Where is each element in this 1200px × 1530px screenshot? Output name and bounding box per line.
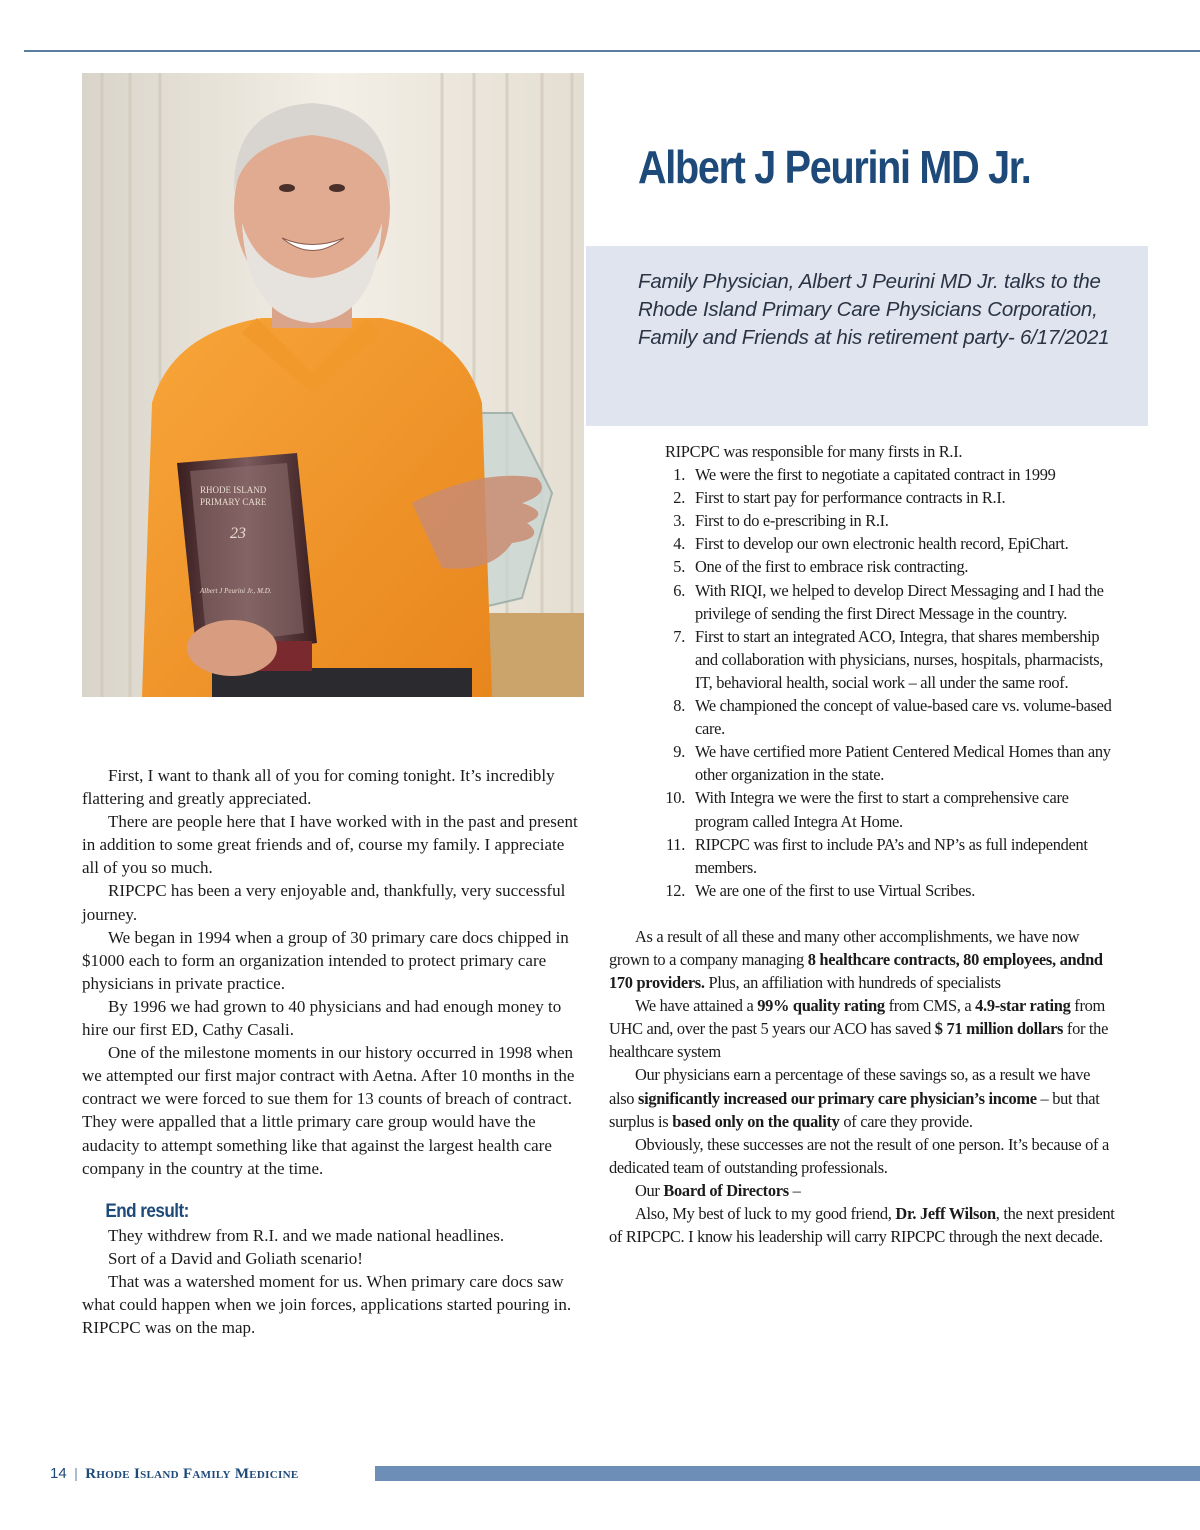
list-number: 12. bbox=[665, 880, 685, 900]
list-text: With RIQI, we helped to develop Direct Messaging and I had the privilege of sending the first Direct Message in the country. bbox=[695, 580, 1104, 623]
subtitle-box bbox=[586, 246, 1148, 426]
list-item bbox=[609, 625, 1119, 694]
list-number: 7. bbox=[673, 626, 685, 646]
plaque-line-2: PRIMARY CARE bbox=[200, 497, 267, 507]
list-text: One of the first to embrace risk contracting. bbox=[695, 557, 969, 577]
list-text: First to start an integrated ACO, Integra, that shares membership and collaboration with physicians, nurses, hospitals, pharmacists, IT, behavioral health, social work – all under the same roof. bbox=[695, 626, 1104, 692]
top-rule bbox=[24, 50, 1200, 52]
list-item bbox=[609, 509, 1119, 532]
article-title: Albert J Peurini MD Jr. bbox=[638, 141, 1031, 193]
text-run: We have attained a bbox=[635, 996, 758, 1016]
list-text: We championed the concept of value-based care vs. volume-based care. bbox=[695, 696, 1112, 739]
list-text: With Integra we were the first to start a comprehensive care program called Integra At Home. bbox=[695, 788, 1069, 831]
bold-text: 4.9-star rating bbox=[975, 996, 1071, 1016]
firsts-intro: RIPCPC was responsible for many firsts in R.I. bbox=[665, 442, 963, 461]
plaque-line-1: RHODE ISLAND bbox=[200, 485, 267, 495]
list-text: RIPCPC was first to include PA’s and NP’s as full independent members. bbox=[695, 834, 1088, 877]
plaque-line-3: 23 bbox=[230, 525, 246, 542]
list-item bbox=[609, 879, 1119, 902]
text-run: – but that surplus is bbox=[609, 1088, 1100, 1131]
list-item bbox=[609, 486, 1119, 509]
list-item bbox=[609, 694, 1119, 740]
plaque-line-4: Albert J Peurini Jr., M.D. bbox=[200, 587, 272, 595]
paragraph: First, I want to thank all of you for coming tonight. It’s incredibly flattering and greatly appreciated. bbox=[82, 766, 555, 809]
paragraph: We began in 1994 when a group of 30 primary care docs chipped in $1000 each to form an organization intended to protect primary care physicians in private practice. bbox=[82, 927, 569, 993]
bold-text: 8 healthcare contracts, 80 employees, andnd 170 providers. bbox=[609, 949, 1103, 993]
page-footer bbox=[50, 1464, 298, 1484]
list-number: 2. bbox=[673, 488, 685, 508]
bold-text: 99% quality rating bbox=[757, 996, 885, 1016]
text-run: from UHC and, over the past 5 years our ACO has saved bbox=[609, 996, 1105, 1039]
paragraph: By 1996 we had grown to 40 physicians and had enough money to hire our first ED, Cathy Casali. bbox=[82, 996, 562, 1040]
end-result-line: Sort of a David and Goliath scenario! bbox=[108, 1248, 363, 1268]
text-run: , the next president of RIPCPC. I know his leadership will carry RIPCPC through the next decade. bbox=[609, 1204, 1115, 1247]
text-run: Our physicians earn a percentage of these savings so, as a result we have also bbox=[609, 1065, 1091, 1108]
text-run: Plus, an affiliation with hundreds of specialists bbox=[704, 973, 1001, 993]
list-number: 5. bbox=[673, 557, 685, 577]
paragraph bbox=[609, 925, 1119, 994]
article-subtitle: Family Physician, Albert J Peurini MD Jr. talks to the Rhode Island Primary Care Physicians Corporation, Family and Friends at his retirement party- 6/17/2021 bbox=[638, 270, 1110, 349]
list-number: 10. bbox=[665, 788, 685, 808]
list-number: 9. bbox=[673, 742, 685, 762]
list-number: 1. bbox=[673, 465, 685, 485]
paragraph: One of the milestone moments in our history occurred in 1998 when we attempted our first major contract with Aetna. After 10 months in the contract we were forced to sue them for 13 counts of breach of contract. They were appalled that a little primary care group would have the audacity to attempt something like that against the largest health care company in the country at the time. bbox=[82, 1043, 575, 1178]
list-text: First to start pay for performance contracts in R.I. bbox=[695, 488, 1006, 508]
right-column bbox=[609, 440, 1119, 1248]
list-text: We were the first to negotiate a capitated contract in 1999 bbox=[695, 465, 1056, 485]
closing-paragraph: That was a watershed moment for us. When primary care docs saw what could happen when we join forces, applications started pouring in. RIPCPC was on the map. bbox=[82, 1271, 572, 1338]
end-result-heading: End result: bbox=[105, 1200, 189, 1222]
bold-text: $ 71 million dollars bbox=[934, 1019, 1064, 1039]
paragraph bbox=[609, 994, 1119, 1063]
list-item bbox=[609, 740, 1119, 786]
footer-bar bbox=[375, 1466, 1200, 1481]
text-run: for the healthcare system bbox=[609, 1019, 1109, 1062]
list-item bbox=[609, 833, 1119, 879]
footer-separator: | bbox=[74, 1466, 78, 1482]
publication-name: Rhode Island Family Medicine bbox=[85, 1466, 299, 1482]
bold-text: Board of Directors bbox=[663, 1180, 789, 1200]
list-number: 8. bbox=[673, 696, 685, 716]
list-item bbox=[609, 532, 1119, 555]
paragraph bbox=[609, 1063, 1119, 1132]
page-number: 14 bbox=[50, 1465, 67, 1482]
list-number: 4. bbox=[673, 534, 685, 554]
text-run: – bbox=[788, 1180, 801, 1200]
list-text: First to do e-prescribing in R.I. bbox=[695, 511, 889, 531]
list-text: First to develop our own electronic health record, EpiChart. bbox=[695, 534, 1069, 554]
list-number: 11. bbox=[666, 834, 685, 854]
text-run: from CMS, a bbox=[884, 996, 976, 1016]
end-result-line: They withdrew from R.I. and we made national headlines. bbox=[108, 1225, 505, 1245]
firsts-list bbox=[609, 463, 1119, 902]
bold-text: based only on the quality bbox=[672, 1111, 840, 1131]
paragraph bbox=[609, 1202, 1119, 1248]
list-item bbox=[609, 555, 1119, 578]
list-item bbox=[609, 463, 1119, 486]
text-run: Our bbox=[635, 1180, 664, 1200]
paragraph: RIPCPC has been a very enjoyable and, thankfully, very successful journey. bbox=[82, 881, 566, 924]
list-item bbox=[609, 786, 1119, 832]
retirement-photo bbox=[82, 73, 584, 697]
list-number: 6. bbox=[673, 580, 685, 600]
left-column bbox=[82, 764, 582, 1339]
paragraph: Obviously, these successes are not the result of one person. It’s because of a dedicated team of outstanding professionals. bbox=[609, 1134, 1109, 1177]
list-text: We have certified more Patient Centered Medical Homes than any other organization in the state. bbox=[695, 742, 1111, 785]
paragraph: There are people here that I have worked with in the past and present in addition to some great friends and of, course my family. I appreciate all of you so much. bbox=[82, 812, 578, 878]
bold-text: significantly increased our primary care physician’s income bbox=[638, 1088, 1037, 1108]
text-run: of care they provide. bbox=[839, 1111, 973, 1131]
list-item bbox=[609, 579, 1119, 625]
text-run: Also, My best of luck to my good friend, bbox=[635, 1204, 896, 1223]
text-run: As a result of all these and many other accomplishments, we have now grown to a company managing bbox=[609, 926, 1080, 969]
accomplishments-paragraphs bbox=[609, 925, 1119, 1248]
paragraph bbox=[609, 1179, 1119, 1202]
list-text: We are one of the first to use Virtual Scribes. bbox=[695, 880, 976, 900]
bold-text: Dr. Jeff Wilson bbox=[895, 1204, 996, 1223]
list-number: 3. bbox=[673, 511, 685, 531]
